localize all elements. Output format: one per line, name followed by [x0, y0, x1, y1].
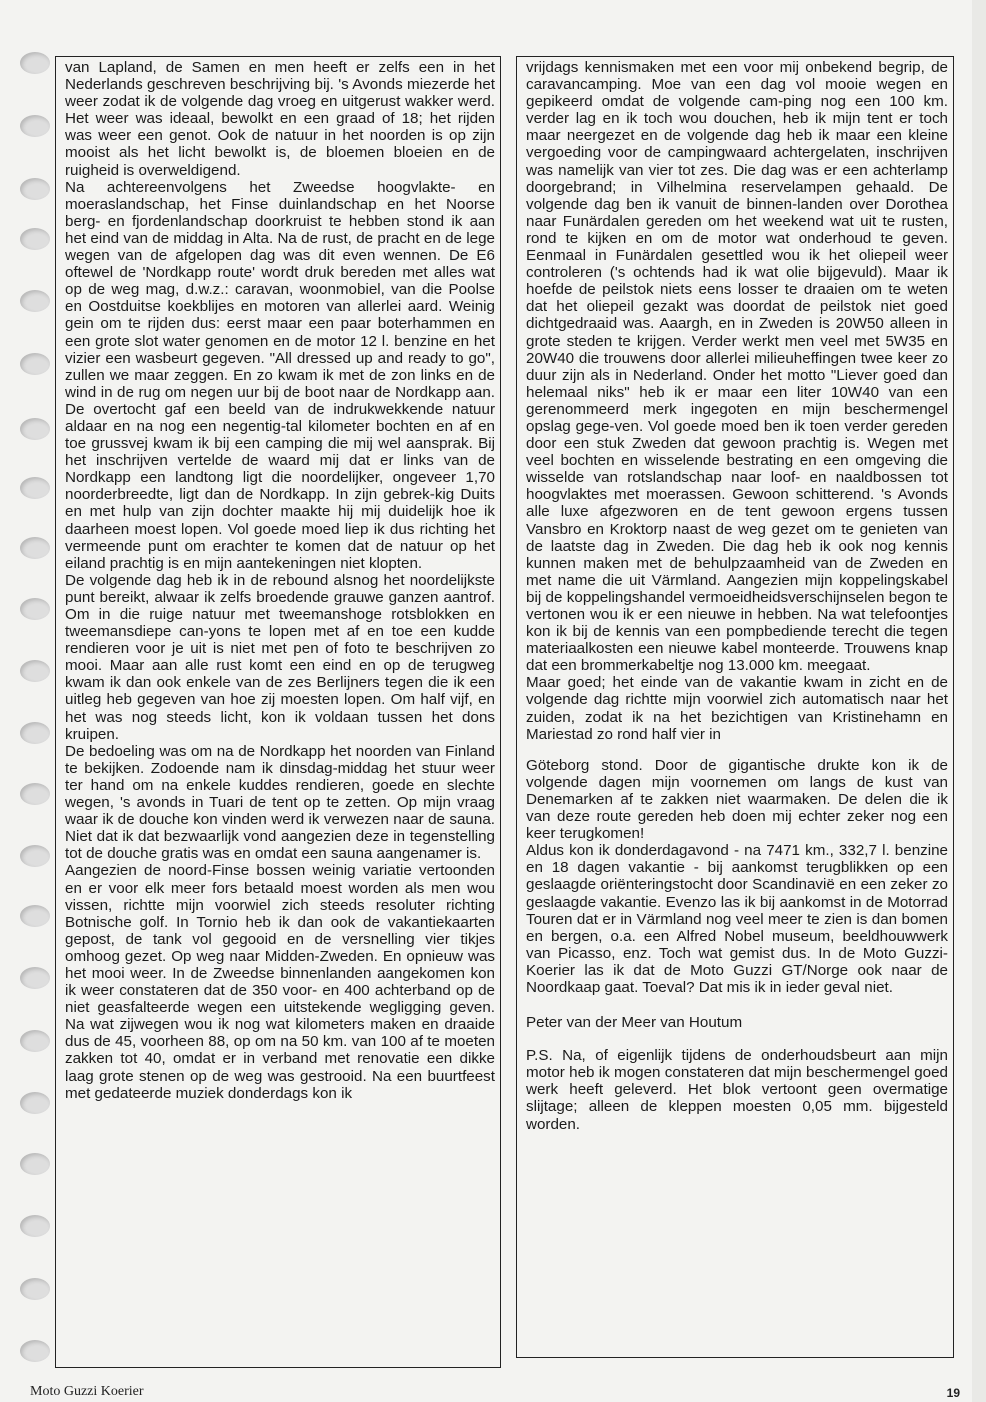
binder-hole [20, 905, 50, 927]
publication-name: Moto Guzzi Koerier [30, 1384, 144, 1399]
binder-hole [20, 418, 50, 440]
binder-hole [20, 290, 50, 312]
binder-hole [20, 783, 50, 805]
article-paragraph: Na achtereenvolgens het Zweedse hoogvlakte- en moeraslandschap, het Finse duinlandschap en het Noorse berg- en fjordenlandschap doorkruist te hebben stond ik aan het eind van de middag in Alta. Na de rust, de pracht en de lege wegen van de afgelopen dag was dit even wennen. De E6 oftewel de 'Nordkapp route' wordt druk bereden met alles wat op de weg mag, d.w.z.: caravan, woonmobiel, van die Poolse en Oostduitse koekblijes en motoren van allerlei aard. Weinig gein om te rijden dus: eerst maar een paar boterhammen en een grote slot water genomen en de motor 12 l. benzine en het vizier een wasbeurt gegeven. "All dressed up and ready to go", zullen we maar zeggen. En zo kwam ik met de zon links en de wind in de rug om negen uur bij de boot naar de Nordkapp aan. De overtocht gaf een beeld van de indrukwekkende natuur aldaar en na nog een negentig-tal kilometer bochten en af en toe grussvej kwam ik bij een camping die mij wel aansprak. Bij het inschrijven vertelde de waard mij dat er links van de Nordkapp een landtong ligt die noordelijker, ongeveer 1,70 noorderbreedte, ligt dan de Nordkapp. In zijn gebrek-kig Duits en met hulp van zijn dochter maakte hij mij duidelijk hoe ik daarheen moest lopen. Vol goede moed liep ik dus richting het vermeende punt om erachter te komen dat de natuur op het eiland prachtig is en mijn aantekeningen niet klopten. [65, 178, 495, 572]
article-paragraph: Aldus kon ik donderdagavond - na 7471 km., 332,7 l. benzine en 18 dagen vakantie - bij aankomst terugblikken op een geslaagde oriënteringstocht door Scandinavië en een zeker zo geslaagde vakantie. Evenzo las ik bij aankomst in de Motorrad Touren dat er in Värmland nog veel meer te zien is dan bomen en bergen, o.a. een Alfred Nobel museum, beeldhouwwerk van Picasso, enz. Toch wat gemist dus. In de Moto Guzzi-Koerier las ik dat de Moto Guzzi GT/Norge ook naar de Noordkaap gaat. Toeval? Dat mis ik in ieder geval niet. [526, 842, 948, 996]
binder-holes [0, 0, 60, 1402]
author-signature: Peter van der Meer van Houtum [526, 1014, 743, 1032]
binder-hole [20, 115, 50, 137]
article-paragraph: Maar goed; het einde van de vakantie kwam in zicht en de volgende dag richtte mijn voorwiel zich automatisch naar het zuiden, zodat ik na het bezichtigen van Kristinehamn en Mariestad zo rond half vier in [526, 674, 948, 743]
binder-hole [20, 178, 50, 200]
binder-hole [20, 1030, 50, 1052]
binder-hole [20, 1278, 50, 1300]
binder-hole [20, 598, 50, 620]
binder-hole [20, 228, 50, 250]
left-column [55, 56, 501, 1368]
article-paragraph: Göteborg stond. Door de gigantische drukte kon ik de volgende dagen mijn voornemen om langs de kust van Denemarken af te zakken niet waarmaken. De delen die ik van deze route gereden heb doen mij echter zeker nog een keer terugkomen! [526, 756, 948, 843]
article-paragraph: van Lapland, de Samen en men heeft er zelfs een in het Nederlands geschreven beschrijving bij. 's Avonds miezerde het weer zodat ik de volgende dag vroeg en uitgerust wakker werd. Het weer was ideaal, bewolkt en een graad of 18; het rijden was weer een genot. Ook de natuur in het noorden is op zijn mooist als het licht bewolkt is, de bloemen bloeien en de ruigheid is overweldigend. [65, 59, 495, 179]
binder-hole [20, 1153, 50, 1175]
article-paragraph: vrijdags kennismaken met een voor mij onbekend begrip, de caravancamping. Moe van een dag vol mooie wegen en gepikeerd omdat de volgende cam-ping nog een 100 km. verder lag en ik toch wou douchen, heb ik mijn tent er toch maar neergezet en de volgende dag heb ik maar een kleine vergoeding voor de campingwaard achtergelaten, inschrijven was namelijk van vier tot zes. Die dag was er een achterlamp doorgebrand; in Vilhelmina reservelampen gehaald. De volgende dag ben ik vanuit de binnen-landen over Dorothea naar Funärdalen gereden om het weekend wat uit te rusten, rond te kijken en om de motor wat onderhoud te geven. Eenmaal in Funärdalen gesettled wou ik het oliepeil weer controleren ('s ochtends had ik wat olie bijgevuld). Maar ik hoefde de peilstok niets eens losser te draaien om te weten dat het oliepeil gezakt was doordat de peilstok niet goed dichtgedraaid was. Aaargh, en in Zweden is 20W50 alleen in grote steden te krijgen. Verder werkt men veel met 5W35 en 20W40 die trouwens door allerlei milieuheffingen twee keer zo duur zijn als in Nederland. Onder het motto "Liever goed dan helemaal niks" heb ik er maar een liter 10W40 van een gerenommeerd merk ingegoten en mijn beschermengel opslag gege-ven. Vol goede moed ben ik toen verder gereden door een stuk Zweden dat gewoon prachtig is. Wegen met veel bochten en wisselende bestrating en een omgeving die wisselde van rotslandschap naar loof- en naaldbossen tot hoogvlaktes met moerassen. Gewoon schitterend. 's Avonds alle luxe afgezworen en de tent gewoon ergens tussen Vansbro en Kroktorp naast de weg gezet om te genieten van de laatste dag in Zweden. Die dag heb ik ook nog kennis kunnen maken met de behulpzaamheid van de Zweden en met name die uit Värmland. Aangezien mijn koppelingskabel bij de koppelingshandel vermoeidheidsverschijnselen begon te vertonen wou ik er een nieuwe in hebben. Na wat telefoontjes kon ik bij de kennis van een pompbediende terecht die tegen materiaalkosten een nieuwe kabel monteerde. Trouwens knap dat een brommerkabeltje nog 13.000 km. meegaat. [526, 59, 948, 675]
binder-hole [20, 660, 50, 682]
page-number: 19 [946, 1386, 960, 1400]
article-paragraph: De bedoeling was om na de Nordkapp het noorden van Finland te bekijken. Zodoende nam ik dinsdag-middag het stuur weer ter hand om na enkele kuddes rendieren, goede en slechte wegen, 's avonds in Tuari de tent op te zetten. Op mijn vraag waar ik de douche kon vinden werd ik verwezen naar de sauna. Niet dat ik dat bezwaarlijk vond aangezien deze in tegenstelling tot de douche gratis was en omdat een sauna aangenamer is. [65, 742, 495, 863]
binder-hole [20, 1215, 50, 1237]
binder-hole [20, 1092, 50, 1114]
article-paragraph: Aangezien de noord-Finse bossen weinig variatie vertoonden en er voor elk meer fors betaald moest worden als men wou vissen, richtte mijn voorwiel zich steeds resoluter richting Botnische golf. In Tornio heb ik dan ook de vakantiekaarten gepost, de tank vol gegooid en de versnelling vier tikjes omhoog gezet. Op weg naar Midden-Zweden. En opnieuw was het mooi weer. In de Zweedse binnenlanden aangekomen kon ik weer constateren dat de 350 voor- en 400 achterband op de niet geasfalteerde wegen een uitstekende wegligging geven. Na wat zijwegen wou ik nog wat kilometers maken en draaide dus de 45, voorheen 88, op om na 50 km. van 100 af te moeten zakken tot 40, omdat er in verband met renovatie een dikke laag grote stenen op de weg was gestrooid. Na een buurtfeest met gedateerde muziek donderdags kon ik [65, 862, 495, 1102]
binder-hole [20, 1340, 50, 1362]
binder-hole [20, 353, 50, 375]
article-paragraph: De volgende dag heb ik in de rebound alsnog het noordelijkste punt bereikt, alwaar ik zelfs broedende grauwe ganzen aantrof. Om in die ruige natuur met tweemanshoge rotsblokken en tweemansdiepe can-yons te lopen met af en toe een kudde rendieren voor je uit is niet met pen of foto te beschrijven zo mooi. Maar aan alle rust komt een eind en op de terugweg kwam ik dan ook enkele van de zes Berlijners tegen die ik een uitleg heb gegeven van hoe zij moesten lopen. Om half vijf, en het was nog steeds licht, kon ik voldaan tussen het dons kruipen. [65, 571, 495, 743]
binder-hole [20, 477, 50, 499]
binder-hole [20, 845, 50, 867]
page-edge [972, 0, 986, 1402]
binder-hole [20, 52, 50, 74]
binder-hole [20, 722, 50, 744]
right-column [516, 56, 954, 1358]
binder-hole [20, 967, 50, 989]
binder-hole [20, 537, 50, 559]
postscript-paragraph: P.S. Na, of eigenlijk tijdens de onderhoudsbeurt aan mijn motor heb ik mogen constateren dat mijn beschermengel goed werk heeft geleverd. Het blok vertoont geen overmatige slijtage; alleen de kleppen moesten 0,05 mm. bijgesteld worden. [526, 1047, 948, 1133]
